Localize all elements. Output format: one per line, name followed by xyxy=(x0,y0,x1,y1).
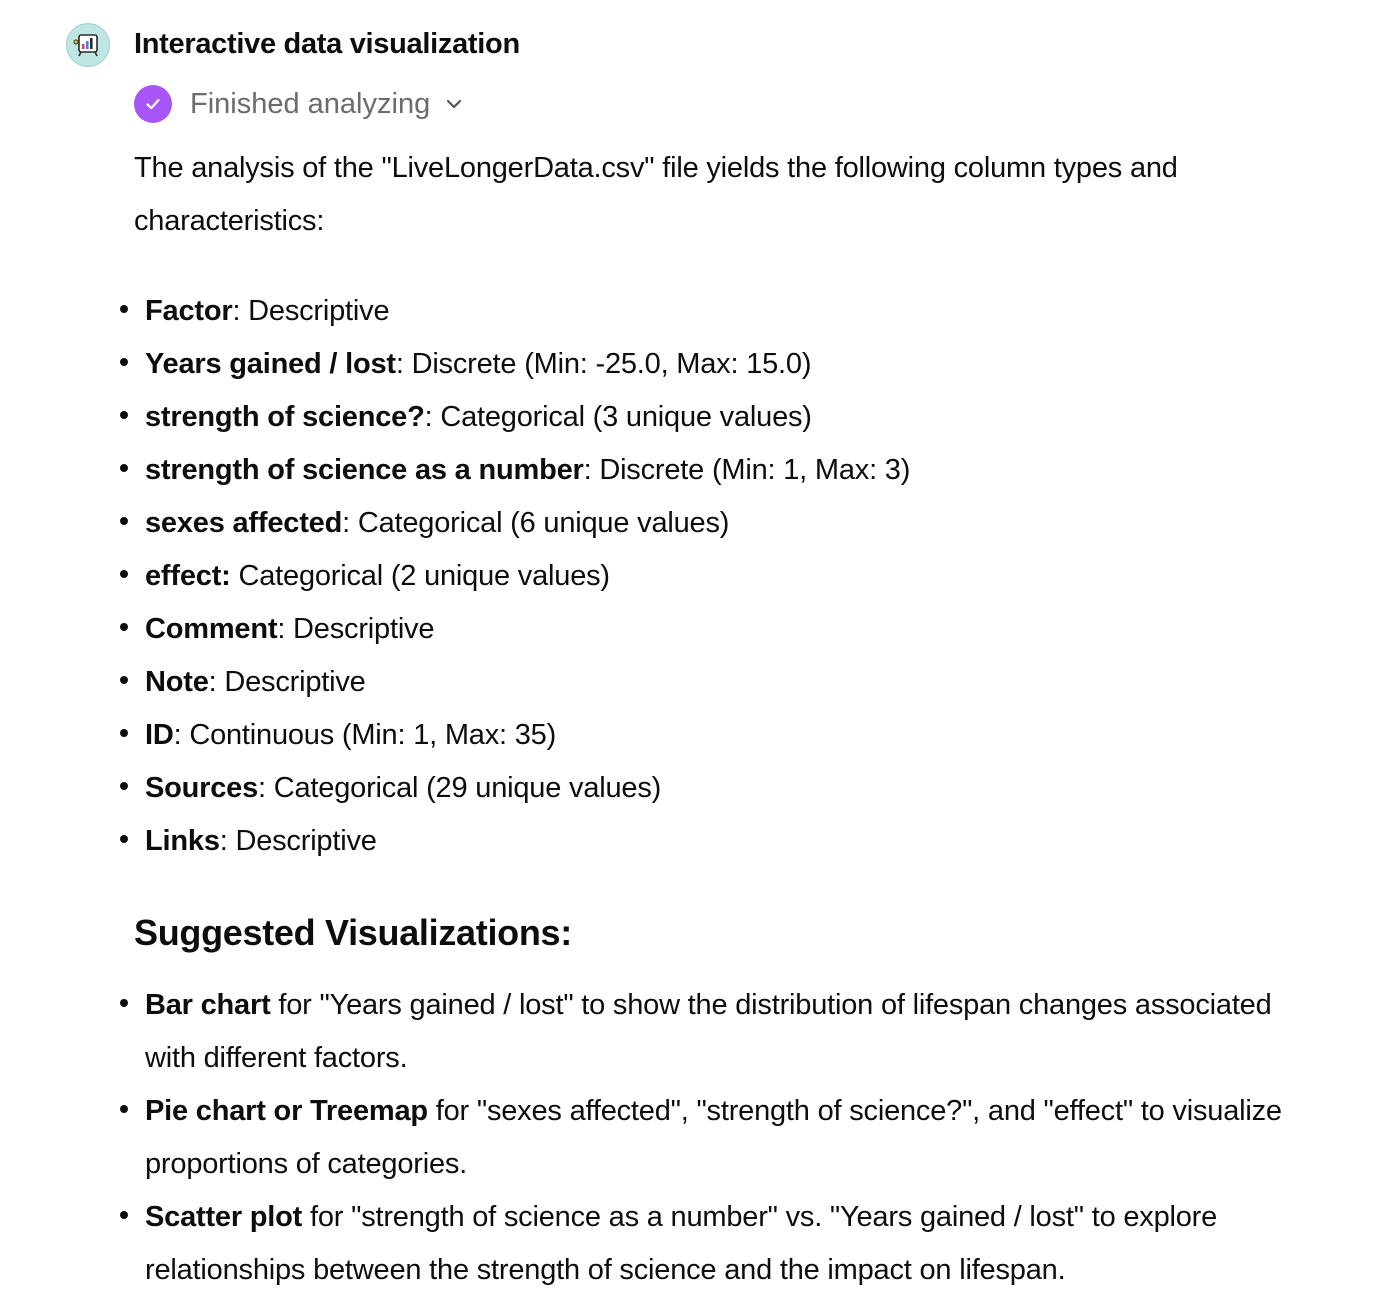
list-item xyxy=(116,444,910,497)
section-heading: Suggested Visualizations: xyxy=(134,912,572,953)
column-name: Sources xyxy=(145,772,259,804)
chevron-down-icon[interactable] xyxy=(444,94,464,114)
column-name: strength of science as a number xyxy=(145,454,584,486)
column-types-list xyxy=(116,285,910,868)
column-desc: : Categorical (3 unique values) xyxy=(424,401,812,433)
column-desc: : Categorical (29 unique values) xyxy=(258,772,662,804)
list-item xyxy=(116,1191,1296,1297)
column-name: effect: xyxy=(145,560,231,592)
check-circle-icon xyxy=(134,85,172,123)
column-desc: : Discrete (Min: -25.0, Max: 15.0) xyxy=(395,348,812,380)
list-item xyxy=(116,815,910,868)
column-desc: : Categorical (6 unique values) xyxy=(342,507,730,539)
list-item xyxy=(116,391,910,444)
column-name: Comment xyxy=(145,613,278,645)
column-desc: : Discrete (Min: 1, Max: 3) xyxy=(583,454,911,486)
suggestion-name: Scatter plot xyxy=(145,1201,303,1233)
list-item xyxy=(116,762,910,815)
list-item xyxy=(116,338,910,391)
analysis-status-toggle[interactable] xyxy=(134,85,464,123)
list-item xyxy=(116,709,910,762)
suggestion-name: Pie chart or Treemap xyxy=(145,1095,428,1127)
list-item xyxy=(116,1085,1296,1191)
suggestion-desc: for "strength of science as a number" vs. "Years gained / lost" to explore relationships between the strength of science and the impact on lifespan. xyxy=(145,1201,1218,1286)
list-item xyxy=(116,603,910,656)
column-name: ID xyxy=(145,719,174,751)
column-name: Note xyxy=(145,666,209,698)
column-desc: : Descriptive xyxy=(232,295,390,327)
intro-paragraph: The analysis of the "LiveLongerData.csv" file yields the following column types and characteristics: xyxy=(134,152,1178,237)
column-desc: : Descriptive xyxy=(208,666,366,698)
column-desc: : Continuous (Min: 1, Max: 35) xyxy=(173,719,557,751)
suggestion-desc: for "Years gained / lost" to show the distribution of lifespan changes associated with different factors. xyxy=(145,989,1272,1074)
status-label: Finished analyzing xyxy=(190,87,431,120)
suggestion-name: Bar chart xyxy=(145,989,271,1021)
column-name: Factor xyxy=(145,295,233,327)
suggestion-desc: for "sexes affected", "strength of science?", and "effect" to visualize proportions of categories. xyxy=(145,1095,1282,1180)
list-item xyxy=(116,550,910,603)
suggestions-list xyxy=(116,979,1296,1297)
list-item xyxy=(116,497,910,550)
column-name: sexes affected xyxy=(145,507,343,539)
avatar xyxy=(66,23,110,67)
column-desc: : Descriptive xyxy=(277,613,435,645)
list-item xyxy=(116,285,910,338)
column-name: Years gained / lost xyxy=(145,348,396,380)
column-desc: : Descriptive xyxy=(219,825,377,857)
chart-robot-icon xyxy=(67,24,109,66)
column-name: strength of science? xyxy=(145,401,425,433)
column-desc: Categorical (2 unique values) xyxy=(230,560,610,592)
list-item xyxy=(116,656,910,709)
list-item xyxy=(116,979,1296,1085)
page-title: Interactive data visualization xyxy=(134,28,520,60)
column-name: Links xyxy=(145,825,220,857)
